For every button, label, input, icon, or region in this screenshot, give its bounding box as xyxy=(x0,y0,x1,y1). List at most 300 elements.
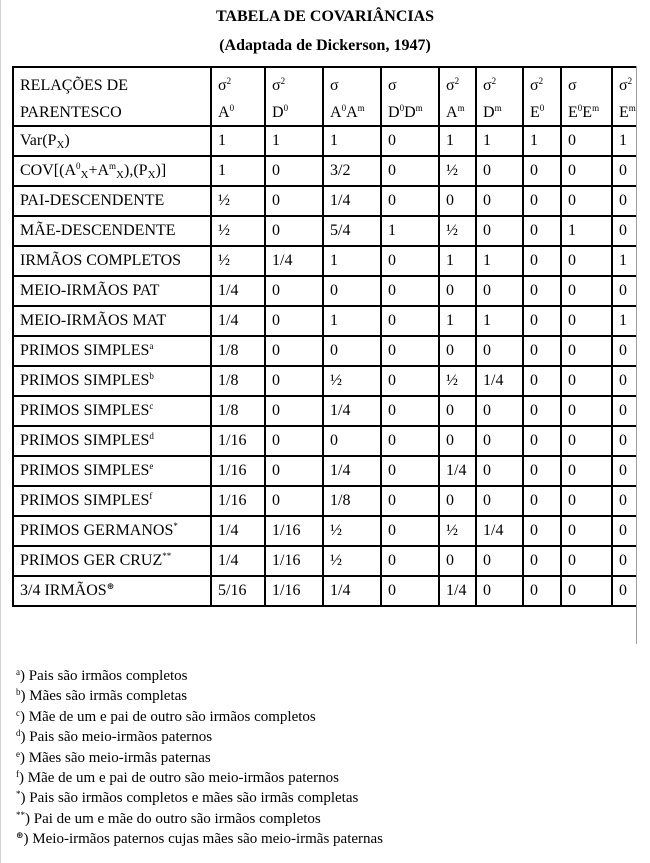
sigma-exponent: 2 xyxy=(491,75,497,86)
value-cell: 1 xyxy=(439,246,476,276)
header-cell xyxy=(381,67,439,126)
row-label-part: ),(P xyxy=(124,162,148,179)
value-cell: ½ xyxy=(439,516,476,546)
value-cell: 0 xyxy=(612,396,636,426)
component-superscript: 0 xyxy=(341,102,347,113)
value-cell: 0 xyxy=(612,366,636,396)
relationship-label-cell xyxy=(13,246,211,276)
relationship-label-cell xyxy=(13,366,211,396)
sigma-exponent: 2 xyxy=(226,75,232,86)
value-cell: 0 xyxy=(612,486,636,516)
footnote-marker: ⊛ xyxy=(16,830,24,841)
value-cell: 0 xyxy=(612,426,636,456)
value-cell: ½ xyxy=(439,216,476,246)
value-cell: 0 xyxy=(561,516,612,546)
header-symbol xyxy=(218,74,264,98)
component-letter: D xyxy=(404,103,416,121)
row-label-subscript: X xyxy=(116,169,124,181)
component-superscript: m xyxy=(494,102,502,113)
footnote-text: ) Mãe de um e pai de outro são meio-irmãos paternos xyxy=(19,770,339,787)
value-cell: 1 xyxy=(561,216,612,246)
value-cell: 0 xyxy=(265,426,323,456)
value-cell: 0 xyxy=(476,396,523,426)
value-cell: 0 xyxy=(439,336,476,366)
header-relacoes-line1: RELAÇÕES DE xyxy=(20,76,128,94)
page-left-edge xyxy=(0,0,1,863)
covariance-table-container xyxy=(12,66,636,644)
value-cell: 1/16 xyxy=(211,456,265,486)
footnote xyxy=(16,768,383,788)
value-cell: 0 xyxy=(381,396,439,426)
component-letter: E xyxy=(619,103,629,121)
value-cell: 0 xyxy=(523,396,561,426)
value-cell: 1/4 xyxy=(323,456,381,486)
value-cell: 0 xyxy=(265,486,323,516)
row-label: IRMÃOS COMPLETOS xyxy=(20,252,182,269)
header-symbol xyxy=(272,74,322,98)
row-label: PRIMOS SIMPLES xyxy=(20,402,150,419)
value-cell: 5/16 xyxy=(211,576,265,606)
value-cell: 1/16 xyxy=(211,426,265,456)
relationship-label-cell xyxy=(13,576,211,606)
relationship-label-cell xyxy=(13,186,211,216)
relationship-label-cell xyxy=(13,426,211,456)
sigma-symbol: σ xyxy=(483,76,492,94)
value-cell: 0 xyxy=(561,366,612,396)
value-cell: 0 xyxy=(612,546,636,576)
relationship-label-cell xyxy=(13,486,211,516)
relationship-label-cell xyxy=(13,306,211,336)
value-cell: 0 xyxy=(523,156,561,186)
value-cell: 1 xyxy=(612,126,636,156)
footnote-text: ) Pais são irmãos completos e mães são irmãs completas xyxy=(20,790,359,807)
value-cell: 0 xyxy=(476,456,523,486)
sigma-symbol: σ xyxy=(388,76,397,94)
component-letter: D xyxy=(272,103,284,121)
component-superscript: 0 xyxy=(577,102,583,113)
value-cell: 1 xyxy=(612,246,636,276)
row-label-superscript: m xyxy=(109,161,117,171)
value-cell: 0 xyxy=(381,456,439,486)
value-cell: 0 xyxy=(561,336,612,366)
footnote-marker: ⊛ xyxy=(106,581,115,591)
table-row xyxy=(13,366,636,396)
row-label: Var(P xyxy=(20,132,57,149)
value-cell: 0 xyxy=(612,276,636,306)
component-letter: E xyxy=(568,103,578,121)
value-cell: 0 xyxy=(612,216,636,246)
component-letter: A xyxy=(446,103,458,121)
value-cell: 1 xyxy=(211,126,265,156)
value-cell: 1/4 xyxy=(211,546,265,576)
table-row xyxy=(13,396,636,426)
value-cell: ½ xyxy=(211,186,265,216)
value-cell: 0 xyxy=(561,396,612,426)
header-symbol xyxy=(568,74,611,98)
table-row xyxy=(13,216,636,246)
value-cell: 0 xyxy=(381,546,439,576)
value-cell: 0 xyxy=(561,276,612,306)
table-row xyxy=(13,276,636,306)
value-cell: 0 xyxy=(439,186,476,216)
relationship-label-cell xyxy=(13,456,211,486)
component-letter: E xyxy=(530,103,540,121)
value-cell: 1/4 xyxy=(476,516,523,546)
value-cell: 0 xyxy=(561,576,612,606)
component-superscript: m xyxy=(415,102,423,113)
value-cell: 0 xyxy=(265,156,323,186)
value-cell: 0 xyxy=(476,486,523,516)
header-symbol xyxy=(330,74,380,98)
value-cell: 1/4 xyxy=(439,456,476,486)
value-cell: 1 xyxy=(612,306,636,336)
value-cell: 0 xyxy=(323,336,381,366)
value-cell: 0 xyxy=(265,276,323,306)
sigma-exponent: 2 xyxy=(538,75,544,86)
footnote-marker: a xyxy=(16,667,20,677)
sigma-symbol: σ xyxy=(619,76,628,94)
footnote xyxy=(16,707,383,727)
table-clip-edge xyxy=(636,66,637,644)
footnote-marker: ** xyxy=(162,551,172,561)
component-superscript: 0 xyxy=(283,102,289,113)
value-cell: 1 xyxy=(476,126,523,156)
header-component xyxy=(619,98,636,122)
table-row xyxy=(13,546,636,576)
footnote xyxy=(16,748,383,768)
value-cell: 0 xyxy=(523,426,561,456)
header-cell xyxy=(476,67,523,126)
row-label: PRIMOS SIMPLES xyxy=(20,432,150,449)
covariance-table xyxy=(12,66,636,607)
row-label: MÃE-DESCENDENTE xyxy=(20,222,176,239)
footnote-marker: c xyxy=(149,401,154,411)
value-cell: 0 xyxy=(561,426,612,456)
value-cell: 0 xyxy=(561,486,612,516)
value-cell: 1/8 xyxy=(323,486,381,516)
value-cell: 0 xyxy=(561,246,612,276)
row-label: PRIMOS SIMPLES xyxy=(20,342,150,359)
value-cell: 0 xyxy=(381,246,439,276)
header-symbol xyxy=(388,74,438,98)
value-cell: 0 xyxy=(265,336,323,366)
table-row xyxy=(13,456,636,486)
value-cell: 0 xyxy=(561,546,612,576)
value-cell: 0 xyxy=(612,576,636,606)
value-cell: ½ xyxy=(439,366,476,396)
value-cell: 0 xyxy=(476,336,523,366)
value-cell: ½ xyxy=(439,156,476,186)
relationship-label-cell xyxy=(13,276,211,306)
value-cell: 0 xyxy=(381,516,439,546)
value-cell: 0 xyxy=(265,456,323,486)
header-cell xyxy=(439,67,476,126)
sigma-symbol: σ xyxy=(330,76,339,94)
footnote-text: ) Pai de um e mãe do outro são irmãos completos xyxy=(25,810,321,827)
relationship-label-cell xyxy=(13,156,211,186)
value-cell: ½ xyxy=(323,516,381,546)
value-cell: 0 xyxy=(523,486,561,516)
value-cell: 0 xyxy=(381,126,439,156)
footnote-marker: b xyxy=(16,687,21,698)
footnote-marker: e xyxy=(149,461,154,471)
value-cell: 1/16 xyxy=(211,486,265,516)
footnote-marker: d xyxy=(16,728,21,739)
value-cell: 0 xyxy=(323,276,381,306)
value-cell: 1 xyxy=(323,246,381,276)
component-letter: A xyxy=(330,103,342,121)
header-component xyxy=(218,98,264,122)
component-superscript: m xyxy=(357,102,365,113)
value-cell: 1 xyxy=(211,156,265,186)
component-superscript: 0 xyxy=(399,102,405,113)
value-cell: 0 xyxy=(439,396,476,426)
footnote-marker: f xyxy=(16,769,19,780)
value-cell: 0 xyxy=(523,456,561,486)
header-component xyxy=(446,98,475,122)
value-cell: 0 xyxy=(381,486,439,516)
value-cell: 1/4 xyxy=(323,396,381,426)
value-cell: 0 xyxy=(381,336,439,366)
value-cell: 0 xyxy=(523,546,561,576)
sigma-exponent: 2 xyxy=(280,75,286,86)
row-label: PRIMOS SIMPLES xyxy=(20,372,150,389)
header-component xyxy=(330,98,380,122)
header-cell xyxy=(323,67,381,126)
table-row xyxy=(13,576,636,606)
footnote-text: ) Mãe de um e pai de outro são irmãos completos xyxy=(20,708,316,725)
value-cell: 1/4 xyxy=(323,186,381,216)
component-superscript: m xyxy=(628,102,636,113)
value-cell: 0 xyxy=(523,306,561,336)
relationship-label-cell xyxy=(13,516,211,546)
value-cell: 0 xyxy=(381,276,439,306)
sigma-symbol: σ xyxy=(218,76,227,94)
table-row xyxy=(13,306,636,336)
value-cell: 1 xyxy=(265,126,323,156)
sigma-symbol: σ xyxy=(530,76,539,94)
page-subtitle: (Adaptada de Dickerson, 1947) xyxy=(219,37,431,54)
header-symbol xyxy=(530,74,560,98)
value-cell: 0 xyxy=(439,546,476,576)
value-cell: 1/4 xyxy=(476,366,523,396)
value-cell: 1 xyxy=(323,126,381,156)
row-label-superscript: 0 xyxy=(76,161,81,171)
value-cell: 0 xyxy=(476,186,523,216)
value-cell: 0 xyxy=(523,276,561,306)
footnote-marker: * xyxy=(16,789,21,800)
row-label-part: COV[(A xyxy=(20,162,76,179)
value-cell: 0 xyxy=(612,156,636,186)
value-cell: 0 xyxy=(381,156,439,186)
footnote-text: ) Pais são meio-irmãos paternos xyxy=(20,729,213,746)
row-label: PRIMOS GER CRUZ xyxy=(20,552,163,569)
footnote-marker: ** xyxy=(16,809,25,820)
component-superscript: m xyxy=(457,102,465,113)
value-cell: 0 xyxy=(523,246,561,276)
table-row xyxy=(13,246,636,276)
table-header-row xyxy=(13,67,636,126)
row-label-tail: ) xyxy=(64,132,70,149)
value-cell: 0 xyxy=(523,516,561,546)
value-cell: 0 xyxy=(612,516,636,546)
value-cell: 1 xyxy=(476,306,523,336)
component-superscript: m xyxy=(592,102,600,113)
value-cell: 5/4 xyxy=(323,216,381,246)
row-label: MEIO-IRMÃOS MAT xyxy=(20,312,167,329)
value-cell: 0 xyxy=(523,336,561,366)
footnote-marker: d xyxy=(149,431,154,441)
sigma-symbol: σ xyxy=(568,76,577,94)
header-symbol xyxy=(483,74,522,98)
row-label-subscript: X xyxy=(147,169,156,181)
component-letter: E xyxy=(582,103,593,121)
value-cell: 1 xyxy=(439,126,476,156)
value-cell: 1/16 xyxy=(265,516,323,546)
value-cell: 0 xyxy=(476,276,523,306)
row-label: PRIMOS GERMANOS xyxy=(20,522,174,539)
value-cell: 0 xyxy=(323,426,381,456)
value-cell: 0 xyxy=(476,426,523,456)
value-cell: 0 xyxy=(265,186,323,216)
header-cell xyxy=(561,67,612,126)
header-component xyxy=(530,98,560,122)
value-cell: 0 xyxy=(265,306,323,336)
value-cell: 0 xyxy=(612,336,636,366)
row-label-part: +A xyxy=(88,162,110,179)
footnote-marker: e xyxy=(16,748,20,759)
value-cell: 0 xyxy=(476,546,523,576)
value-cell: 1/8 xyxy=(211,396,265,426)
row-label: MEIO-IRMÃOS PAT xyxy=(20,282,160,299)
value-cell: 1 xyxy=(323,306,381,336)
value-cell: 0 xyxy=(265,366,323,396)
value-cell: ½ xyxy=(323,546,381,576)
value-cell: 0 xyxy=(523,576,561,606)
value-cell: ½ xyxy=(323,366,381,396)
component-superscript: 0 xyxy=(539,102,545,113)
header-relacoes-line2: PARENTESCO xyxy=(20,103,122,121)
value-cell: 1/16 xyxy=(265,546,323,576)
row-label: PRIMOS SIMPLES xyxy=(20,462,150,479)
footnote xyxy=(16,829,383,849)
value-cell: 0 xyxy=(612,186,636,216)
value-cell: 0 xyxy=(476,156,523,186)
sigma-symbol: σ xyxy=(446,76,455,94)
relationship-label-cell xyxy=(13,396,211,426)
sigma-exponent: 2 xyxy=(454,75,460,86)
value-cell: 1 xyxy=(381,216,439,246)
value-cell: 0 xyxy=(561,186,612,216)
table-row xyxy=(13,126,636,156)
table-row xyxy=(13,426,636,456)
footnote-text: ) Mães são meio-irmãs paternas xyxy=(20,749,211,766)
relationship-label-cell xyxy=(13,336,211,366)
sigma-exponent: 2 xyxy=(627,75,633,86)
header-component xyxy=(568,98,611,122)
header-cell xyxy=(265,67,323,126)
value-cell: 0 xyxy=(381,306,439,336)
row-label: 3/4 IRMÃOS xyxy=(20,582,107,599)
value-cell: 1/4 xyxy=(439,576,476,606)
footnote-text: ) Mães são irmãs completas xyxy=(20,688,188,705)
footnote xyxy=(16,809,383,829)
value-cell: 0 xyxy=(561,156,612,186)
footnote xyxy=(16,788,383,808)
value-cell: 0 xyxy=(561,306,612,336)
value-cell: 0 xyxy=(612,456,636,486)
value-cell: 0 xyxy=(523,366,561,396)
value-cell: 0 xyxy=(381,426,439,456)
footnote-marker: b xyxy=(149,371,154,381)
relationship-label-cell xyxy=(13,126,211,156)
value-cell: 0 xyxy=(265,216,323,246)
table-row xyxy=(13,516,636,546)
header-cell xyxy=(211,67,265,126)
footnote xyxy=(16,666,383,686)
footnote-text: ) Pais são irmãos completos xyxy=(20,668,188,684)
footnote-marker: f xyxy=(149,491,153,501)
header-cell xyxy=(612,67,636,126)
header-cell xyxy=(523,67,561,126)
header-component xyxy=(272,98,322,122)
sigma-symbol: σ xyxy=(272,76,281,94)
component-letter: D xyxy=(483,103,495,121)
header-component xyxy=(388,98,438,122)
component-letter: A xyxy=(218,103,230,121)
value-cell: 0 xyxy=(381,186,439,216)
footnote xyxy=(16,686,383,706)
value-cell: 0 xyxy=(561,456,612,486)
relationship-label-cell xyxy=(13,216,211,246)
value-cell: 0 xyxy=(561,126,612,156)
row-label: PAI-DESCENDENTE xyxy=(20,192,165,209)
header-symbol xyxy=(446,74,475,98)
footnote-marker: a xyxy=(149,341,154,351)
table-row xyxy=(13,336,636,366)
component-letter: D xyxy=(388,103,400,121)
value-cell: 1 xyxy=(439,306,476,336)
header-cell-relacoes xyxy=(13,67,211,126)
value-cell: 0 xyxy=(476,576,523,606)
value-cell: 0 xyxy=(265,396,323,426)
footnote-text: ) Meio-irmãos paternos cujas mães são meio-irmãs paternas xyxy=(23,831,384,848)
row-label: PRIMOS SIMPLES xyxy=(20,492,150,509)
value-cell: 1/8 xyxy=(211,336,265,366)
footnote-marker: * xyxy=(173,521,178,531)
table-row xyxy=(13,486,636,516)
page-title: TABELA DE COVARIÂNCIAS xyxy=(215,8,435,25)
table-row xyxy=(13,156,636,186)
value-cell: 1/8 xyxy=(211,366,265,396)
value-cell: 0 xyxy=(381,366,439,396)
value-cell: 1 xyxy=(523,126,561,156)
value-cell: 1/4 xyxy=(211,306,265,336)
component-letter: A xyxy=(346,103,358,121)
value-cell: 0 xyxy=(523,216,561,246)
value-cell: 0 xyxy=(523,186,561,216)
value-cell: ½ xyxy=(211,216,265,246)
value-cell: 3/2 xyxy=(323,156,381,186)
table-row xyxy=(13,186,636,216)
value-cell: 1/4 xyxy=(323,576,381,606)
value-cell: 1/4 xyxy=(211,276,265,306)
value-cell: 1 xyxy=(476,246,523,276)
footnotes xyxy=(16,666,383,850)
header-component xyxy=(483,98,522,122)
value-cell: 0 xyxy=(439,276,476,306)
value-cell: 0 xyxy=(381,576,439,606)
